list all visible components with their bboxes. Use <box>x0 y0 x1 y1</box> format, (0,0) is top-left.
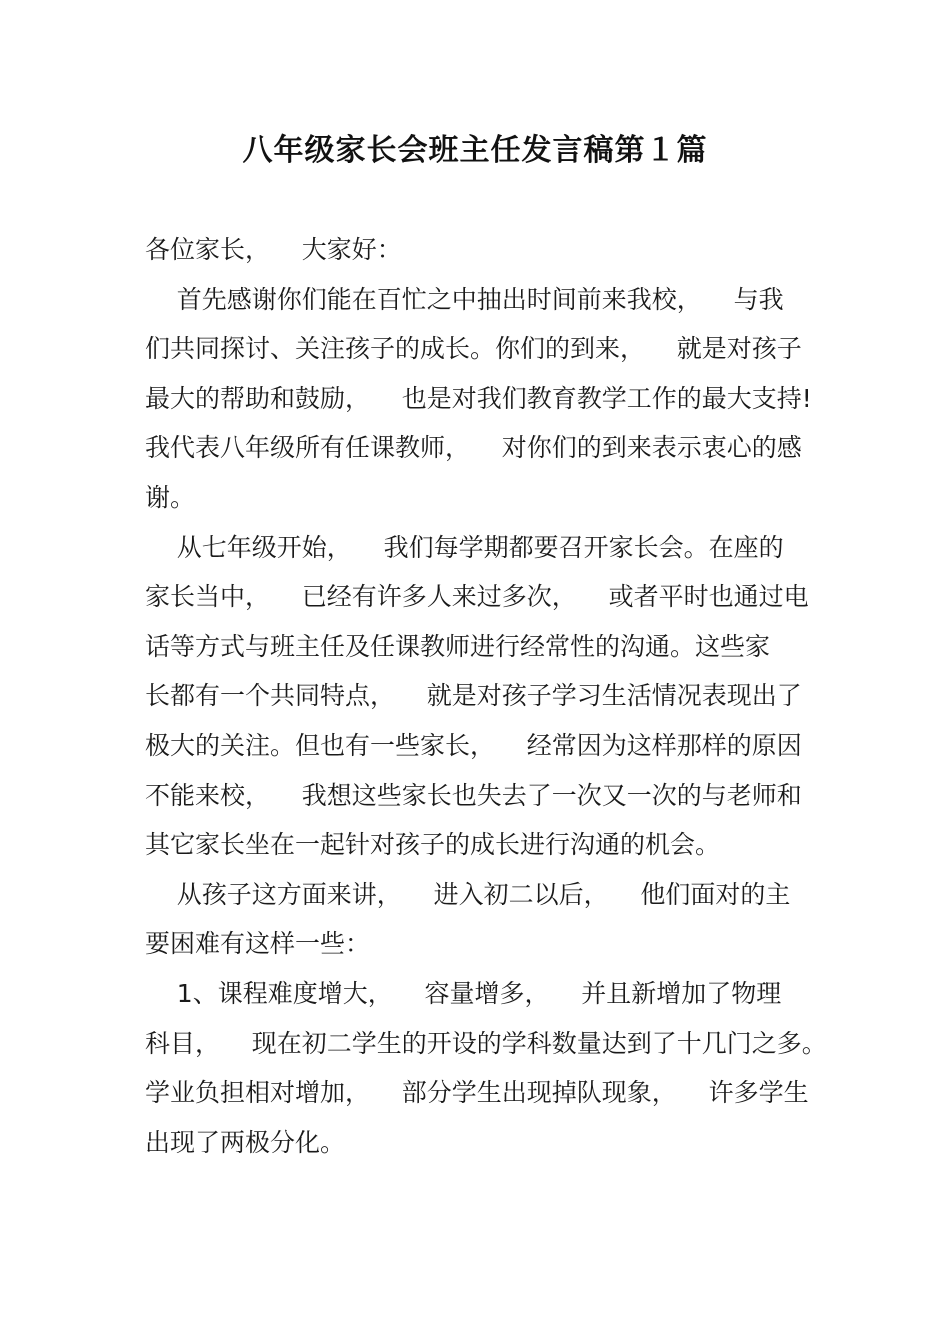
body-line: 从七年级开始， 我们每学期都要召开家长会。在座的 <box>145 532 784 562</box>
body-line: 我代表八年级所有任课教师， 对你们的到来表示衷心的感 <box>145 433 802 463</box>
body-line: 学业负担相对增加， 部分学生出现掉队现象， 许多学生 <box>145 1078 809 1108</box>
body-line: 科目， 现在初二学生的开设的学科数量达到了十几门之多。 <box>145 1028 827 1058</box>
body-line: 其它家长坐在一起针对孩子的成长进行沟通的机会。 <box>145 830 721 860</box>
body-line: 最大的帮助和鼓励， 也是对我们教育教学工作的最大支持! <box>145 383 812 413</box>
body-line: 要困难有这样一些： <box>145 929 371 959</box>
document-body <box>145 225 827 1167</box>
body-line: 家长当中， 已经有许多人来过多次， 或者平时也通过电 <box>145 582 809 612</box>
body-line: 出现了两极分化。 <box>145 1127 346 1157</box>
body-line: 极大的关注。但也有一些家长， 经常因为这样那样的原因 <box>145 730 802 760</box>
body-line: 们共同探讨、关注孩子的成长。你们的到来， 就是对孩子 <box>145 334 802 364</box>
body-line: 谢。 <box>145 482 196 512</box>
body-line: 1、课程难度增大， 容量增多， 并且新增加了物理 <box>145 978 782 1008</box>
document-title: 八年级家长会班主任发言稿第１篇 <box>242 133 708 168</box>
body-line: 首先感谢你们能在百忙之中抽出时间前来我校， 与我 <box>145 284 784 314</box>
body-line: 从孩子这方面来讲， 进入初二以后， 他们面对的主 <box>145 879 791 909</box>
body-line: 各位家长， 大家好： <box>145 235 402 264</box>
body-line: 长都有一个共同特点， 就是对孩子学习生活情况表现出了 <box>145 681 802 711</box>
body-line: 话等方式与班主任及任课教师进行经常性的沟通。这些家 <box>145 631 771 661</box>
body-line: 不能来校， 我想这些家长也失去了一次又一次的与老师和 <box>145 780 802 810</box>
